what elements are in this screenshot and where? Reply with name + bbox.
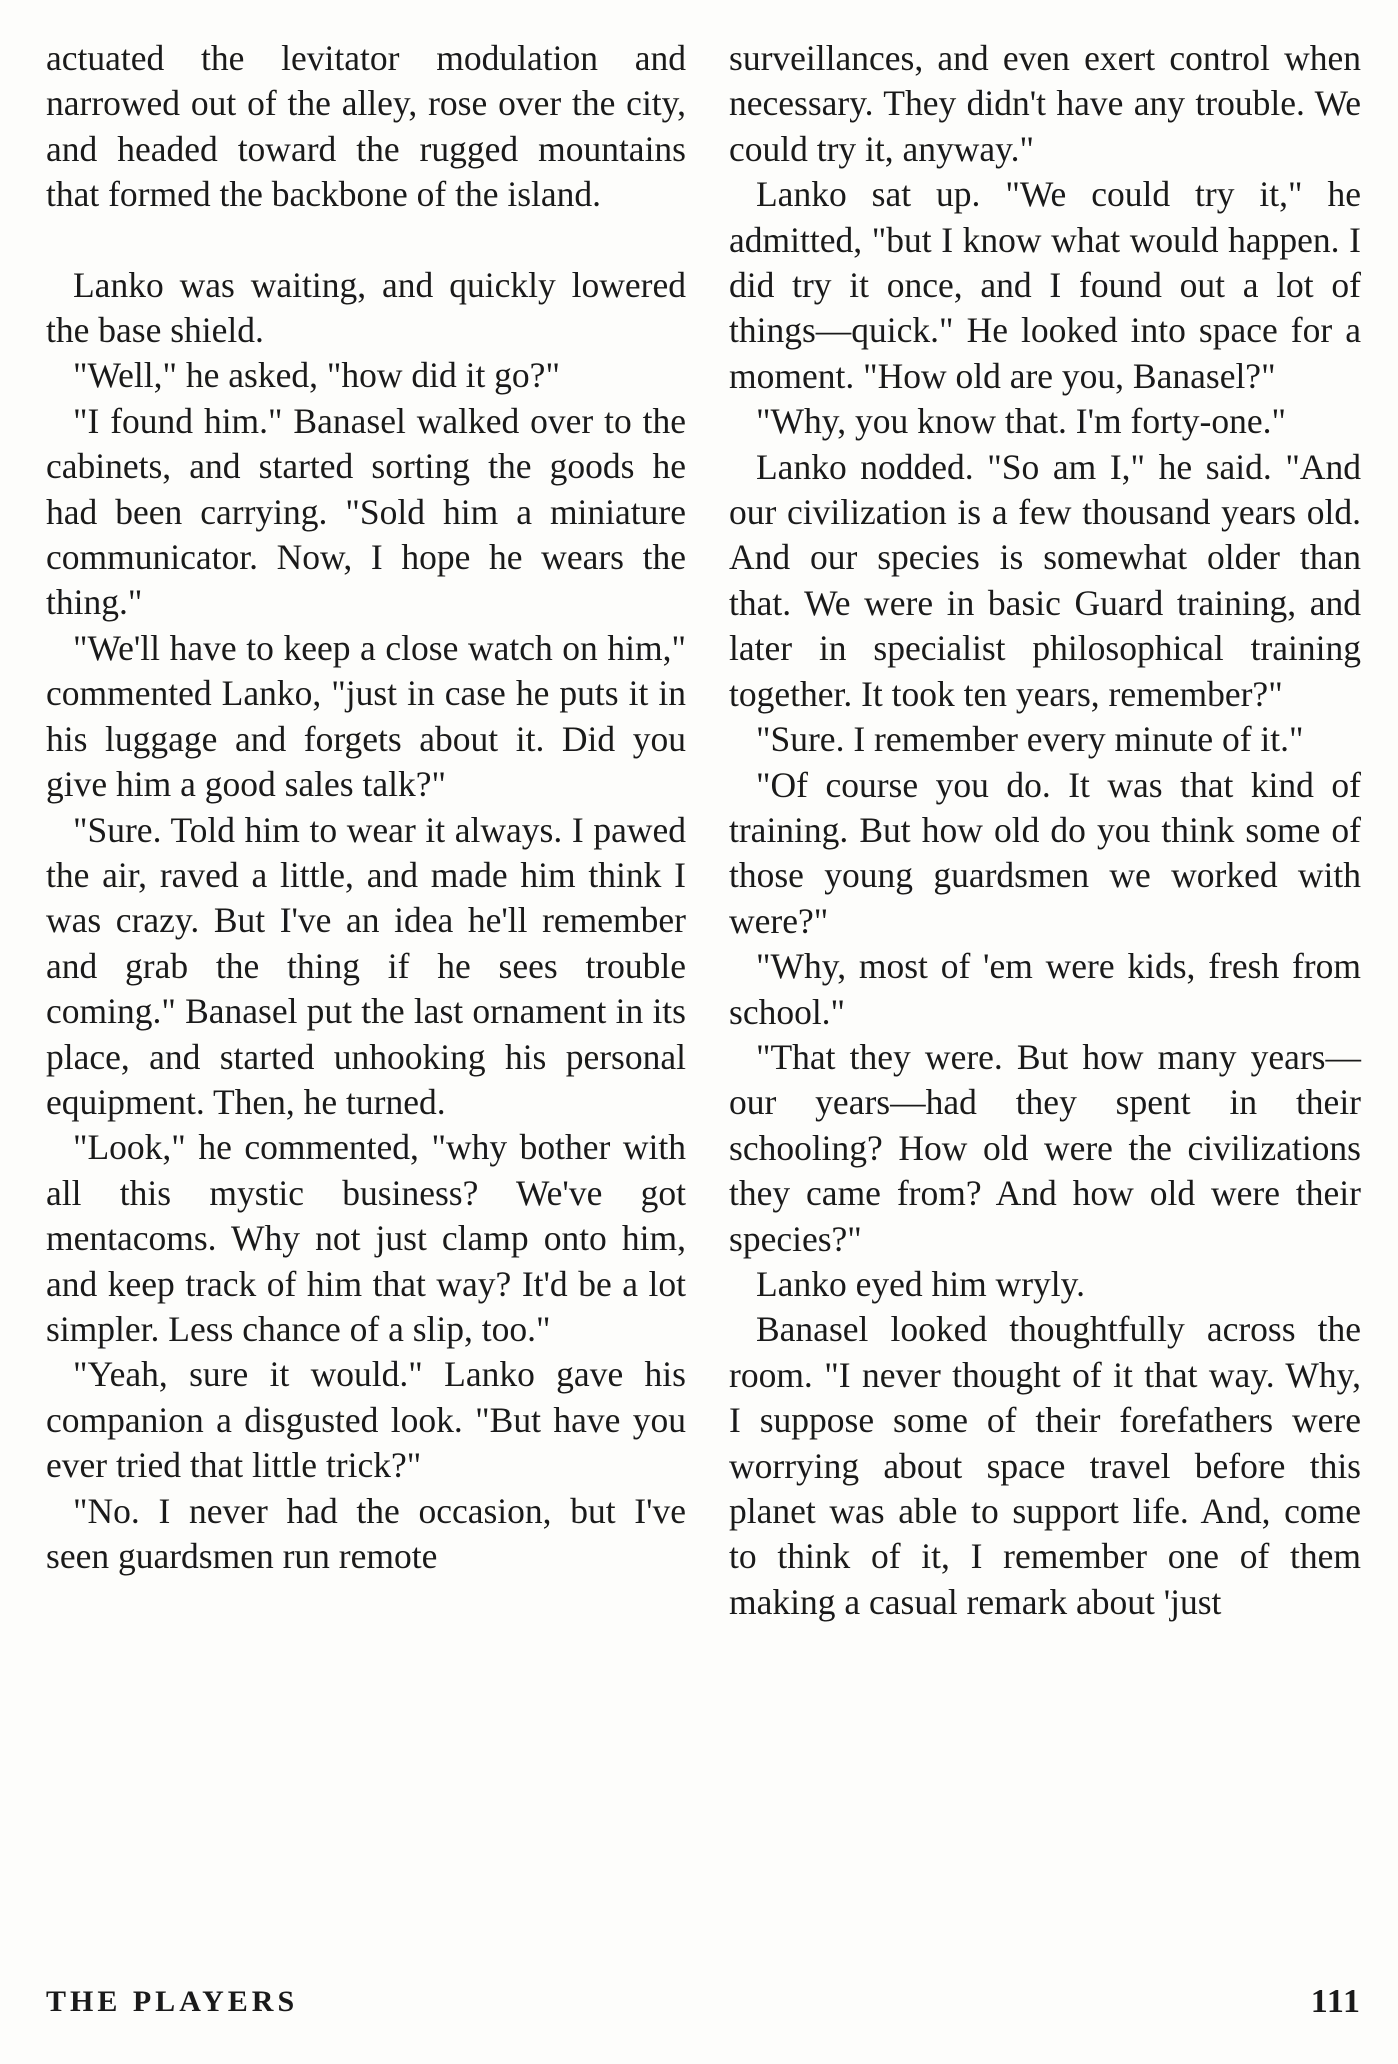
paragraph: "Why, you know that. I'm forty-one." xyxy=(756,401,1286,442)
page-number: 111 xyxy=(1310,1983,1361,2020)
paragraph: "Look," he commented, "why bother with all this mystic business? We've got mentacoms. Why not just clamp onto him, and keep track of him that way? It'd be a lot simpler. Less chance of a slip, too." xyxy=(46,1127,686,1349)
paragraph: Lanko eyed him wryly. xyxy=(756,1263,1085,1304)
paragraph: "Of course you do. It was that kind of training. But how old do you think some of those young guardsmen we worked with were?" xyxy=(729,764,1361,941)
running-head: THE PLAYERS xyxy=(46,1985,299,2018)
paragraph: "Well," he asked, "how did it go?" xyxy=(73,355,560,396)
paragraph: "Sure. I remember every minute of it." xyxy=(756,719,1304,760)
paragraph: surveillances, and even exert control when necessary. They didn't have any trouble. We could try it, anyway." xyxy=(729,38,1361,169)
paragraph: Lanko was waiting, and quickly lowered the base shield. xyxy=(46,264,686,351)
paragraph: "We'll have to keep a close watch on him," commented Lanko, "just in case he puts it in his luggage and forgets about it. Did you give him a good sales talk?" xyxy=(46,627,686,805)
paragraph: "Sure. Told him to wear it always. I pawed the air, raved a little, and made him think I was crazy. But I've an idea he'll remember and grab the thing if he sees trouble coming." Banasel put the last ornament in its place, and started unhooking his personal equipment. Then, he turned. xyxy=(46,809,686,1122)
paragraph: "Why, most of 'em were kids, fresh from school." xyxy=(729,946,1361,1032)
paragraph: "I found him." Banasel walked over to the cabinets, and started sorting the goods he had been carrying. "Sold him a miniature communicator. Now, I hope he wears the thing." xyxy=(46,400,686,623)
paragraph: "Yeah, sure it would." Lanko gave his companion a disgusted look. "But have you ever tried that little trick?" xyxy=(46,1354,686,1486)
paragraph: "That they were. But how many years—our years—had they spent in their schooling? How old were the civilizations they came from? And how old were their species?" xyxy=(729,1036,1361,1259)
paragraph: actuated the levitator modulation and narrowed out of the alley, rose over the city, and headed toward the rugged mountains that formed the backbone of the island. xyxy=(46,38,686,215)
left-text-column xyxy=(46,36,686,1579)
paragraph: Lanko nodded. "So am I," he said. "And our civilization is a few thousand years old. And our species is somewhat older than that. We were in basic Guard training, and later in specialist philosophical training together. It took ten years, remember?" xyxy=(729,446,1361,714)
paragraph: "No. I never had the occasion, but I've seen guardsmen run remote xyxy=(46,1490,686,1576)
paragraph: Lanko sat up. "We could try it," he admitted, "but I know what would happen. I did try it once, and I found out a lot of things—quick." He looked into space for a moment. "How old are you, Banasel?" xyxy=(729,174,1361,396)
page-footer xyxy=(46,1985,1361,2035)
paragraph: Banasel looked thoughtfully across the room. "I never thought of it that way. Why, I suppose some of their forefathers were worrying about space travel before this planet was able to support life. And, come to think of it, I remember one of them making a casual remark about 'just xyxy=(729,1309,1361,1622)
right-text-column xyxy=(729,36,1361,1625)
